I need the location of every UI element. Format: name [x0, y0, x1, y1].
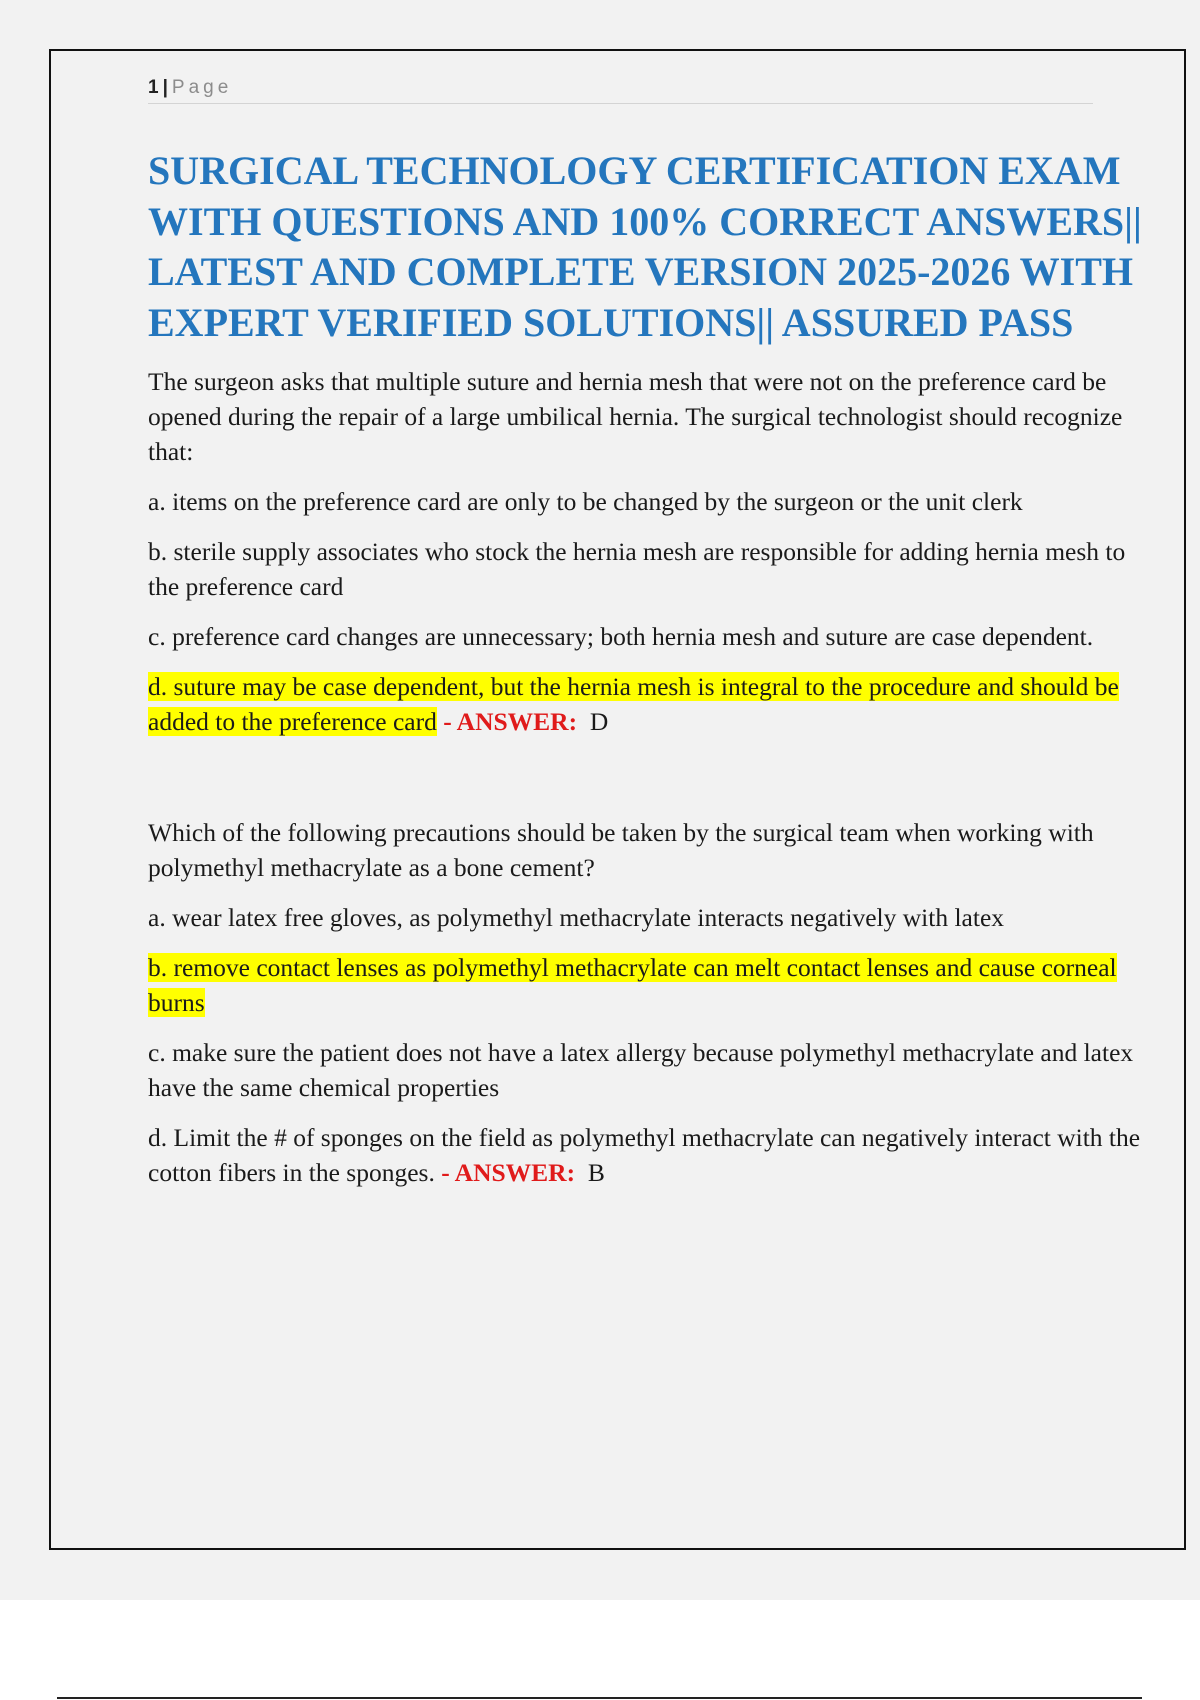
page-frame — [49, 49, 1186, 1550]
next-page-rule — [57, 1697, 1142, 1699]
option-a: a. wear latex free gloves, as polymethyl methacrylate interacts negatively with latex — [148, 903, 1005, 932]
next-page-area — [0, 1600, 1200, 1700]
question-block — [148, 815, 1148, 1190]
page-number: 1 — [148, 77, 159, 98]
option-c: c. preference card changes are unnecessary; both hernia mesh and suture are case dependent. — [148, 622, 1094, 651]
option-d-text: d. Limit the # of sponges on the field as polymethyl methacrylate can negatively interact with the cotton fibers in the sponges. — [148, 1123, 1141, 1187]
option-b-correct — [148, 950, 1148, 1020]
question-spacer — [148, 739, 1148, 815]
option-a: a. items on the preference card are only to be changed by the surgeon or the unit clerk — [148, 487, 1023, 516]
question-block — [148, 364, 1148, 739]
question-text: Which of the following precautions should be taken by the surgical team when working with polymethyl methacrylate as a bone cement? — [148, 818, 1094, 882]
answer-value: D — [589, 707, 609, 736]
answer-value: B — [587, 1158, 605, 1187]
question-text: The surgeon asks that multiple suture and hernia mesh that were not on the preference card be opened during the repair of a large umbilical hernia. The surgical technologist should recognize that: — [148, 367, 1123, 466]
option-b: b. sterile supply associates who stock the hernia mesh are responsible for adding hernia mesh to the preference card — [148, 537, 1126, 601]
page-word: Page — [171, 77, 233, 98]
highlighted-correct-option: b. remove contact lenses as polymethyl methacrylate can melt contact lenses and cause corneal burns — [148, 953, 1117, 1017]
option-d-correct — [148, 669, 1148, 739]
document-title: SURGICAL TECHNOLOGY CERTIFICATION EXAM WITH QUESTIONS AND 100% CORRECT ANSWERS|| LATEST AND COMPLETE VERSION 2025-2026 WITH EXPERT VERIFIED SOLUTIONS|| ASSURED PASS — [148, 148, 1142, 345]
header-separator: | — [162, 77, 168, 98]
option-c: c. make sure the patient does not have a latex allergy because polymethyl methacrylate and latex have the same chemical properties — [148, 1038, 1134, 1102]
answer-label: - ANSWER: — [443, 707, 578, 736]
page-header — [148, 73, 1093, 104]
answer-label: - ANSWER: — [441, 1158, 576, 1187]
option-d — [148, 1120, 1148, 1190]
highlighted-correct-option: d. suture may be case dependent, but the hernia mesh is integral to the procedure and should be added to the preference card — [148, 672, 1119, 736]
document-content — [148, 146, 1148, 1190]
